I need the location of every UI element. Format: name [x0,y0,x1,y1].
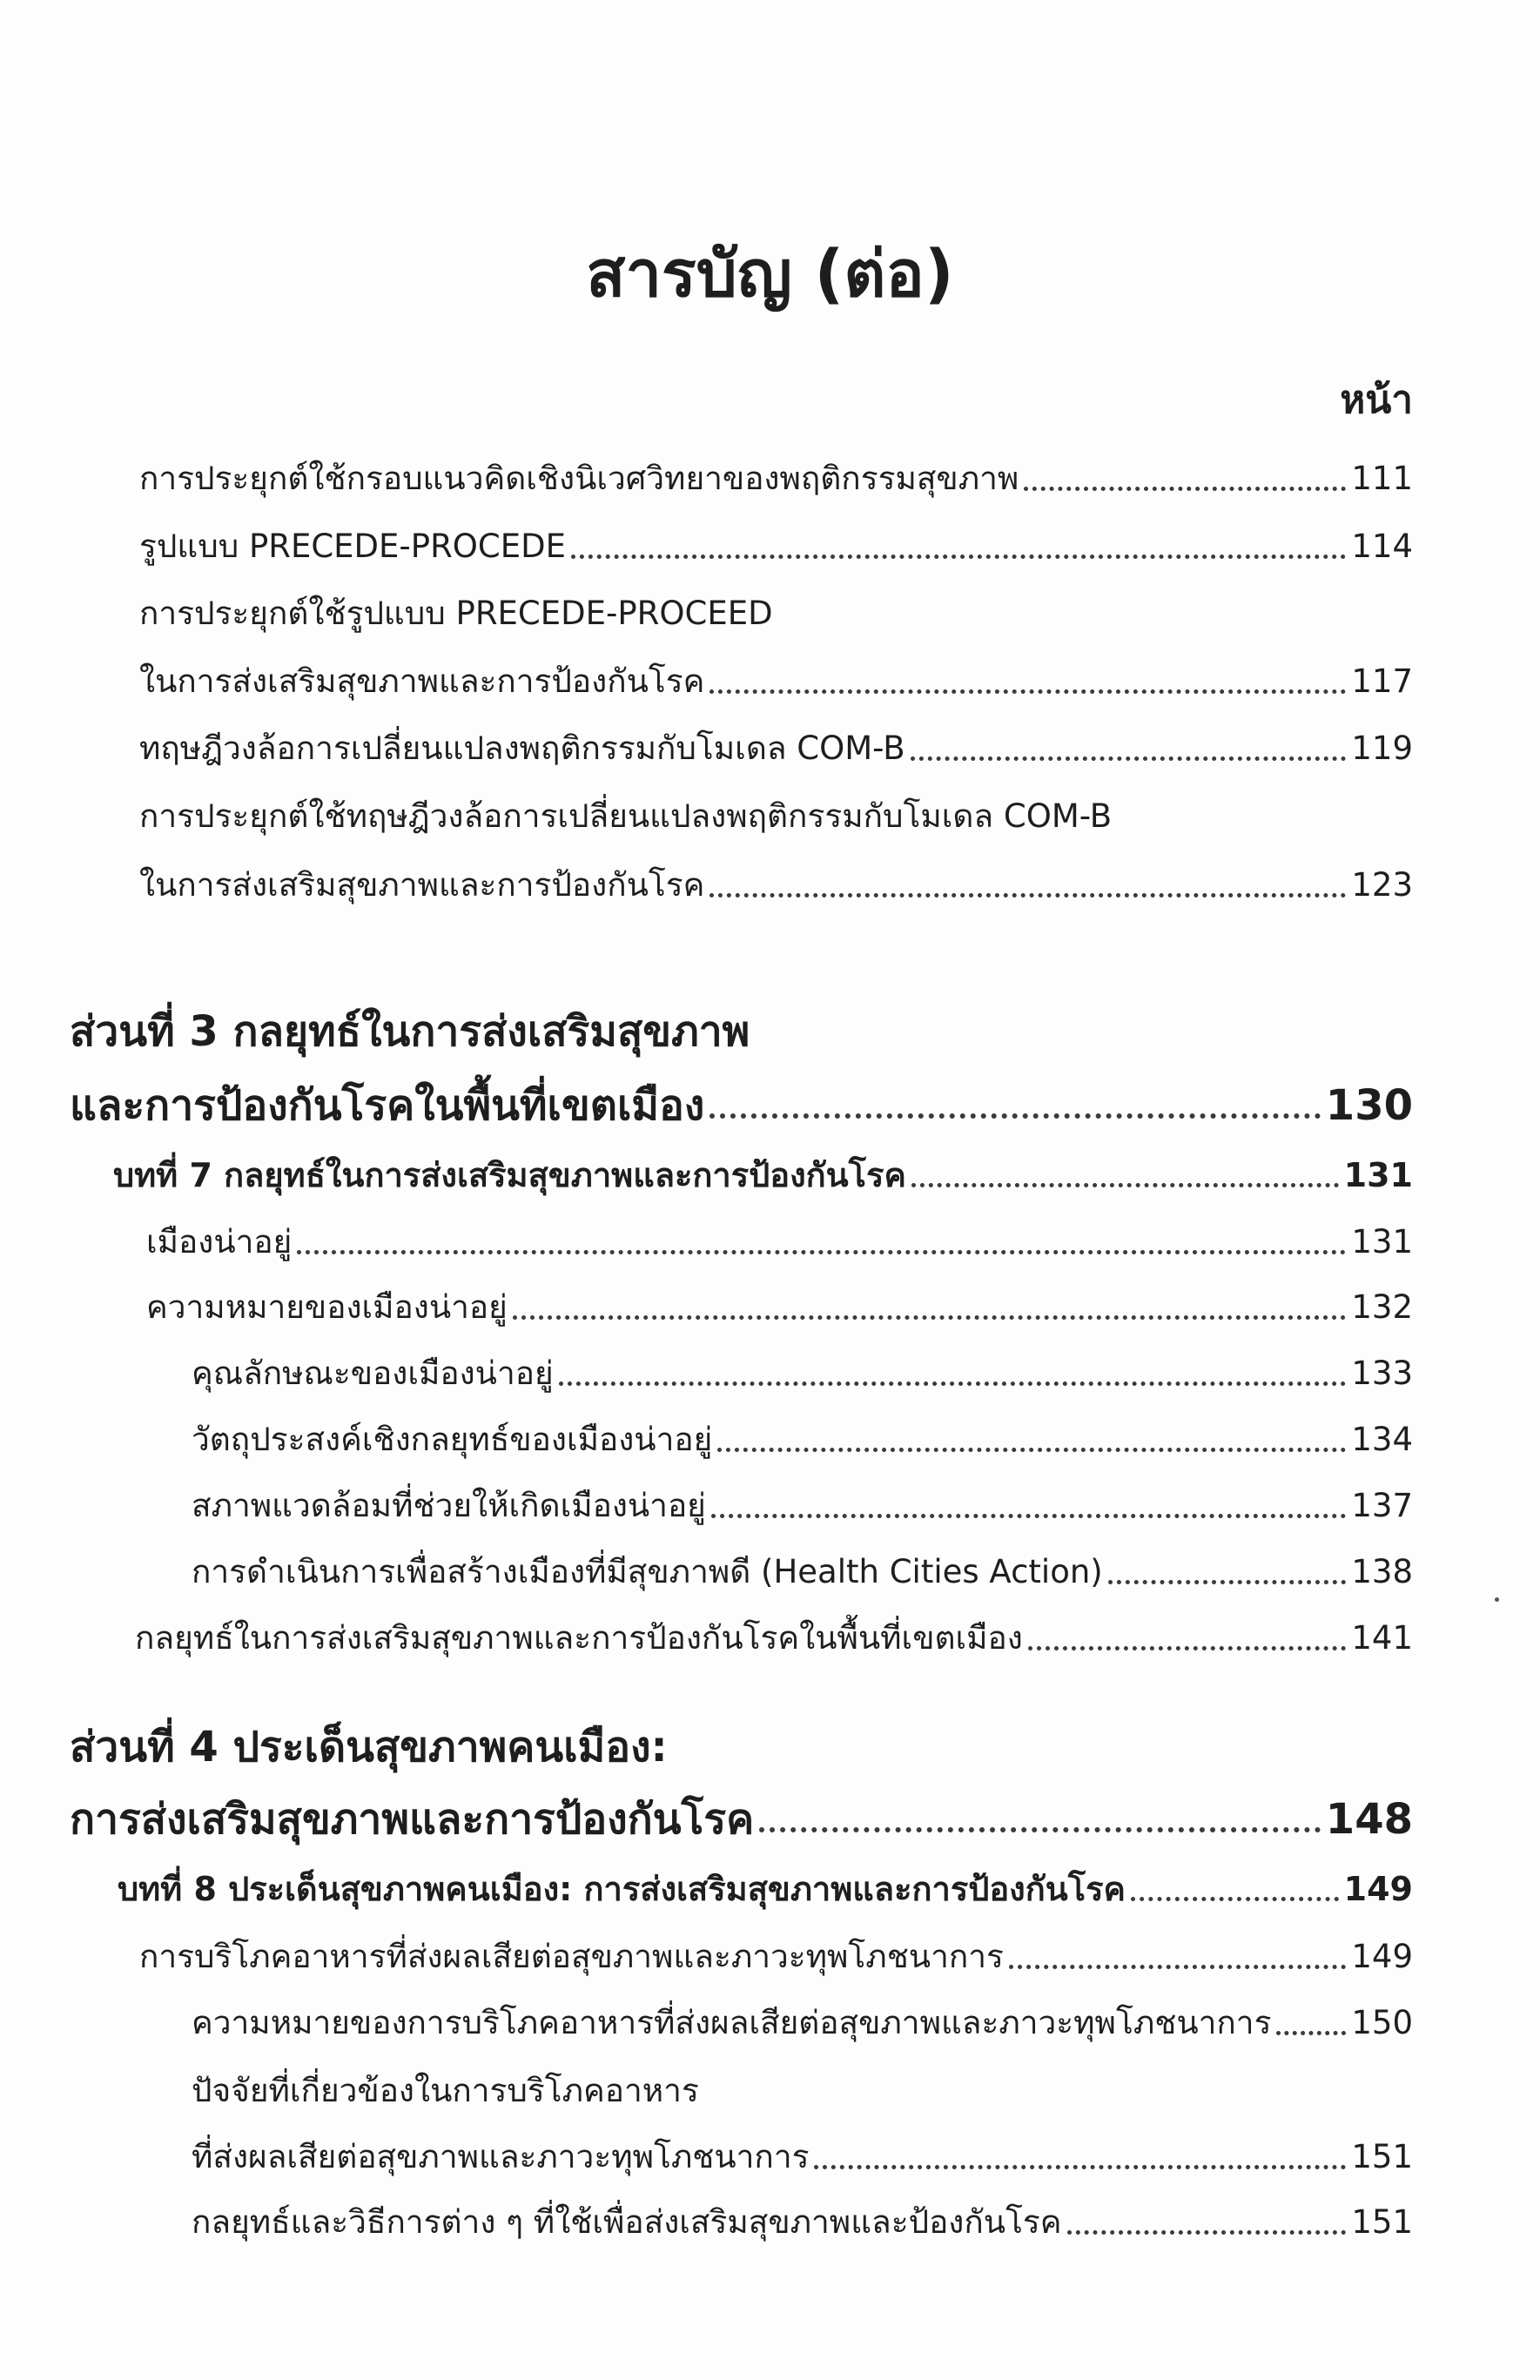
dot-leader [717,1447,1346,1452]
dot-leader [571,554,1346,559]
toc-entry-title: รูปแบบ PRECEDE-PROCEDE [139,528,566,565]
toc-entry-page: 149 [1351,1938,1413,1975]
toc-entry[interactable] [146,1207,1413,1268]
toc-entry-page: 151 [1351,2138,1413,2175]
toc-entry[interactable] [192,1537,1413,1598]
toc-entry-page: 111 [1351,460,1413,497]
toc-entry-page: 114 [1351,528,1413,565]
toc-entry-first-line: การประยุกต์ใช้รูปแบบ PRECEDE-PROCEED [139,595,773,632]
toc-entry-title: สภาพแวดล้อมที่ช่วยให้เกิดเมืองน่าอยู่ [192,1487,706,1524]
toc-entry[interactable] [135,1603,1413,1664]
dot-leader [297,1249,1346,1254]
dot-leader [709,689,1346,694]
toc-entry-title: ในการส่งเสริมสุขภาพและการป้องกันโรค [139,662,705,700]
toc-entry-title: การดำเนินการเพื่อสร้างเมืองที่มีสุขภาพดี (Health Cities Action) [192,1553,1103,1590]
toc-entry-page: 134 [1351,1421,1413,1458]
toc-entry[interactable] [192,1405,1413,1466]
toc-chapter-entry[interactable] [113,1140,1413,1201]
toc-entry-title: ทฤษฎีวงล้อการเปลี่ยนแปลงพฤติกรรมกับโมเดล COM-B [139,729,905,767]
dot-leader [513,1314,1347,1320]
toc-entry[interactable] [139,647,1413,708]
toc-entry-title: และการป้องกันโรคในพื้นที่เขตเมือง [70,1081,705,1130]
dot-leader [1067,2229,1347,2235]
toc-entry[interactable] [192,1339,1413,1400]
toc-entry-title: บทที่ 8 ประเด็นสุขภาพคนเมือง: การส่งเสริมสุขภาพและการป้องกันโรค [118,1870,1126,1908]
toc-entry-title: วัตถุประสงค์เชิงกลยุทธ์ของเมืองน่าอยู่ [192,1421,713,1458]
part-heading: ส่วนที่ 3 กลยุทธ์ในการส่งเสริมสุขภาพ [70,1007,750,1056]
toc-entry[interactable] [139,1922,1413,1983]
toc-entry[interactable] [139,512,1413,573]
dot-leader [559,1381,1347,1386]
dot-leader [911,756,1347,761]
toc-entry-title: ความหมายของเมืองน่าอยู่ [146,1288,508,1326]
toc-entry-title: กลยุทธ์ในการส่งเสริมสุขภาพและการป้องกันโรคในพื้นที่เขตเมือง [135,1619,1023,1657]
toc-entry-title: ในการส่งเสริมสุขภาพและการป้องกันโรค [139,866,705,904]
toc-entry-title: การบริโภคอาหารที่ส่งผลเสียต่อสุขภาพและภาวะทุพโภชนาการ [139,1938,1004,1975]
toc-entry-page: 117 [1351,662,1413,700]
page-column-header: หน้า [1340,378,1413,422]
toc-entry-title: การส่งเสริมสุขภาพและการป้องกันโรค [70,1795,755,1844]
toc-entry-page: 148 [1325,1795,1413,1844]
toc-entry-page: 141 [1351,1619,1413,1657]
part-heading: ส่วนที่ 4 ประเด็นสุขภาพคนเมือง: [70,1723,668,1772]
toc-entry[interactable] [139,444,1413,505]
toc-entry-page: 149 [1343,1870,1413,1908]
dot-leader [1108,1579,1347,1584]
toc-entry-title: คุณลักษณะของเมืองน่าอยู่ [192,1355,554,1392]
dot-leader [1009,1964,1346,1969]
dot-leader [1028,1645,1347,1651]
toc-entry-page: 132 [1351,1288,1413,1326]
toc-entry[interactable] [192,1471,1413,1532]
dot-leader [759,1826,1321,1832]
toc-entry-title: ความหมายของการบริโภคอาหารที่ส่งผลเสียต่อสุขภาพและภาวะทุพโภชนาการ [192,2004,1272,2041]
toc-entry-title: เมืองน่าอยู่ [146,1223,293,1261]
toc-entry-page: 138 [1351,1553,1413,1590]
toc-entry-page: 131 [1343,1156,1413,1194]
dot-leader [1131,1896,1339,1901]
dot-leader [814,2164,1346,2169]
toc-part-entry[interactable] [70,1789,1413,1850]
toc-entry-first-line: ปัจจัยที่เกี่ยวข้องในการบริโภคอาหาร [192,2072,699,2109]
toc-entry-page: 130 [1325,1081,1413,1130]
toc-entry-title: กลยุทธ์และวิธีการต่าง ๆ ที่ใช้เพื่อส่งเสริมสุขภาพและป้องกันโรค [192,2203,1062,2241]
toc-chapter-entry[interactable] [118,1854,1413,1915]
dot-leader [911,1182,1339,1187]
toc-entry-first-line: การประยุกต์ใช้ทฤษฎีวงล้อการเปลี่ยนแปลงพฤติกรรมกับโมเดล COM-B [139,797,1113,835]
toc-entry[interactable] [139,714,1413,775]
scan-speck [1495,1597,1499,1602]
page-title: สารบัญ (ต่อ) [586,237,954,312]
toc-entry-page: 133 [1351,1355,1413,1392]
toc-entry[interactable] [146,1273,1413,1334]
toc-entry-page: 123 [1351,866,1413,904]
toc-entry-page: 150 [1351,2004,1413,2041]
dot-leader [709,892,1346,898]
toc-entry-title: บทที่ 7 กลยุทธ์ในการส่งเสริมสุขภาพและการป้องกันโรค [113,1156,906,1194]
dot-leader [711,1513,1347,1518]
toc-entry-title: การประยุกต์ใช้กรอบแนวคิดเชิงนิเวศวิทยาของพฤติกรรมสุขภาพ [139,460,1019,497]
toc-entry-page: 131 [1351,1223,1413,1261]
toc-entry[interactable] [192,2122,1413,2183]
toc-entry-page: 119 [1351,729,1413,767]
dot-leader [709,1113,1321,1119]
toc-entry-title: ที่ส่งผลเสียต่อสุขภาพและภาวะทุพโภชนาการ [192,2138,810,2175]
toc-entry-page: 151 [1351,2203,1413,2241]
dot-leader [1276,2030,1346,2035]
toc-entry[interactable] [192,1988,1413,2049]
toc-entry[interactable] [192,2188,1413,2249]
dot-leader [1024,486,1346,491]
toc-entry-page: 137 [1351,1487,1413,1524]
toc-entry[interactable] [139,850,1413,911]
toc-part-entry[interactable] [70,1075,1413,1136]
